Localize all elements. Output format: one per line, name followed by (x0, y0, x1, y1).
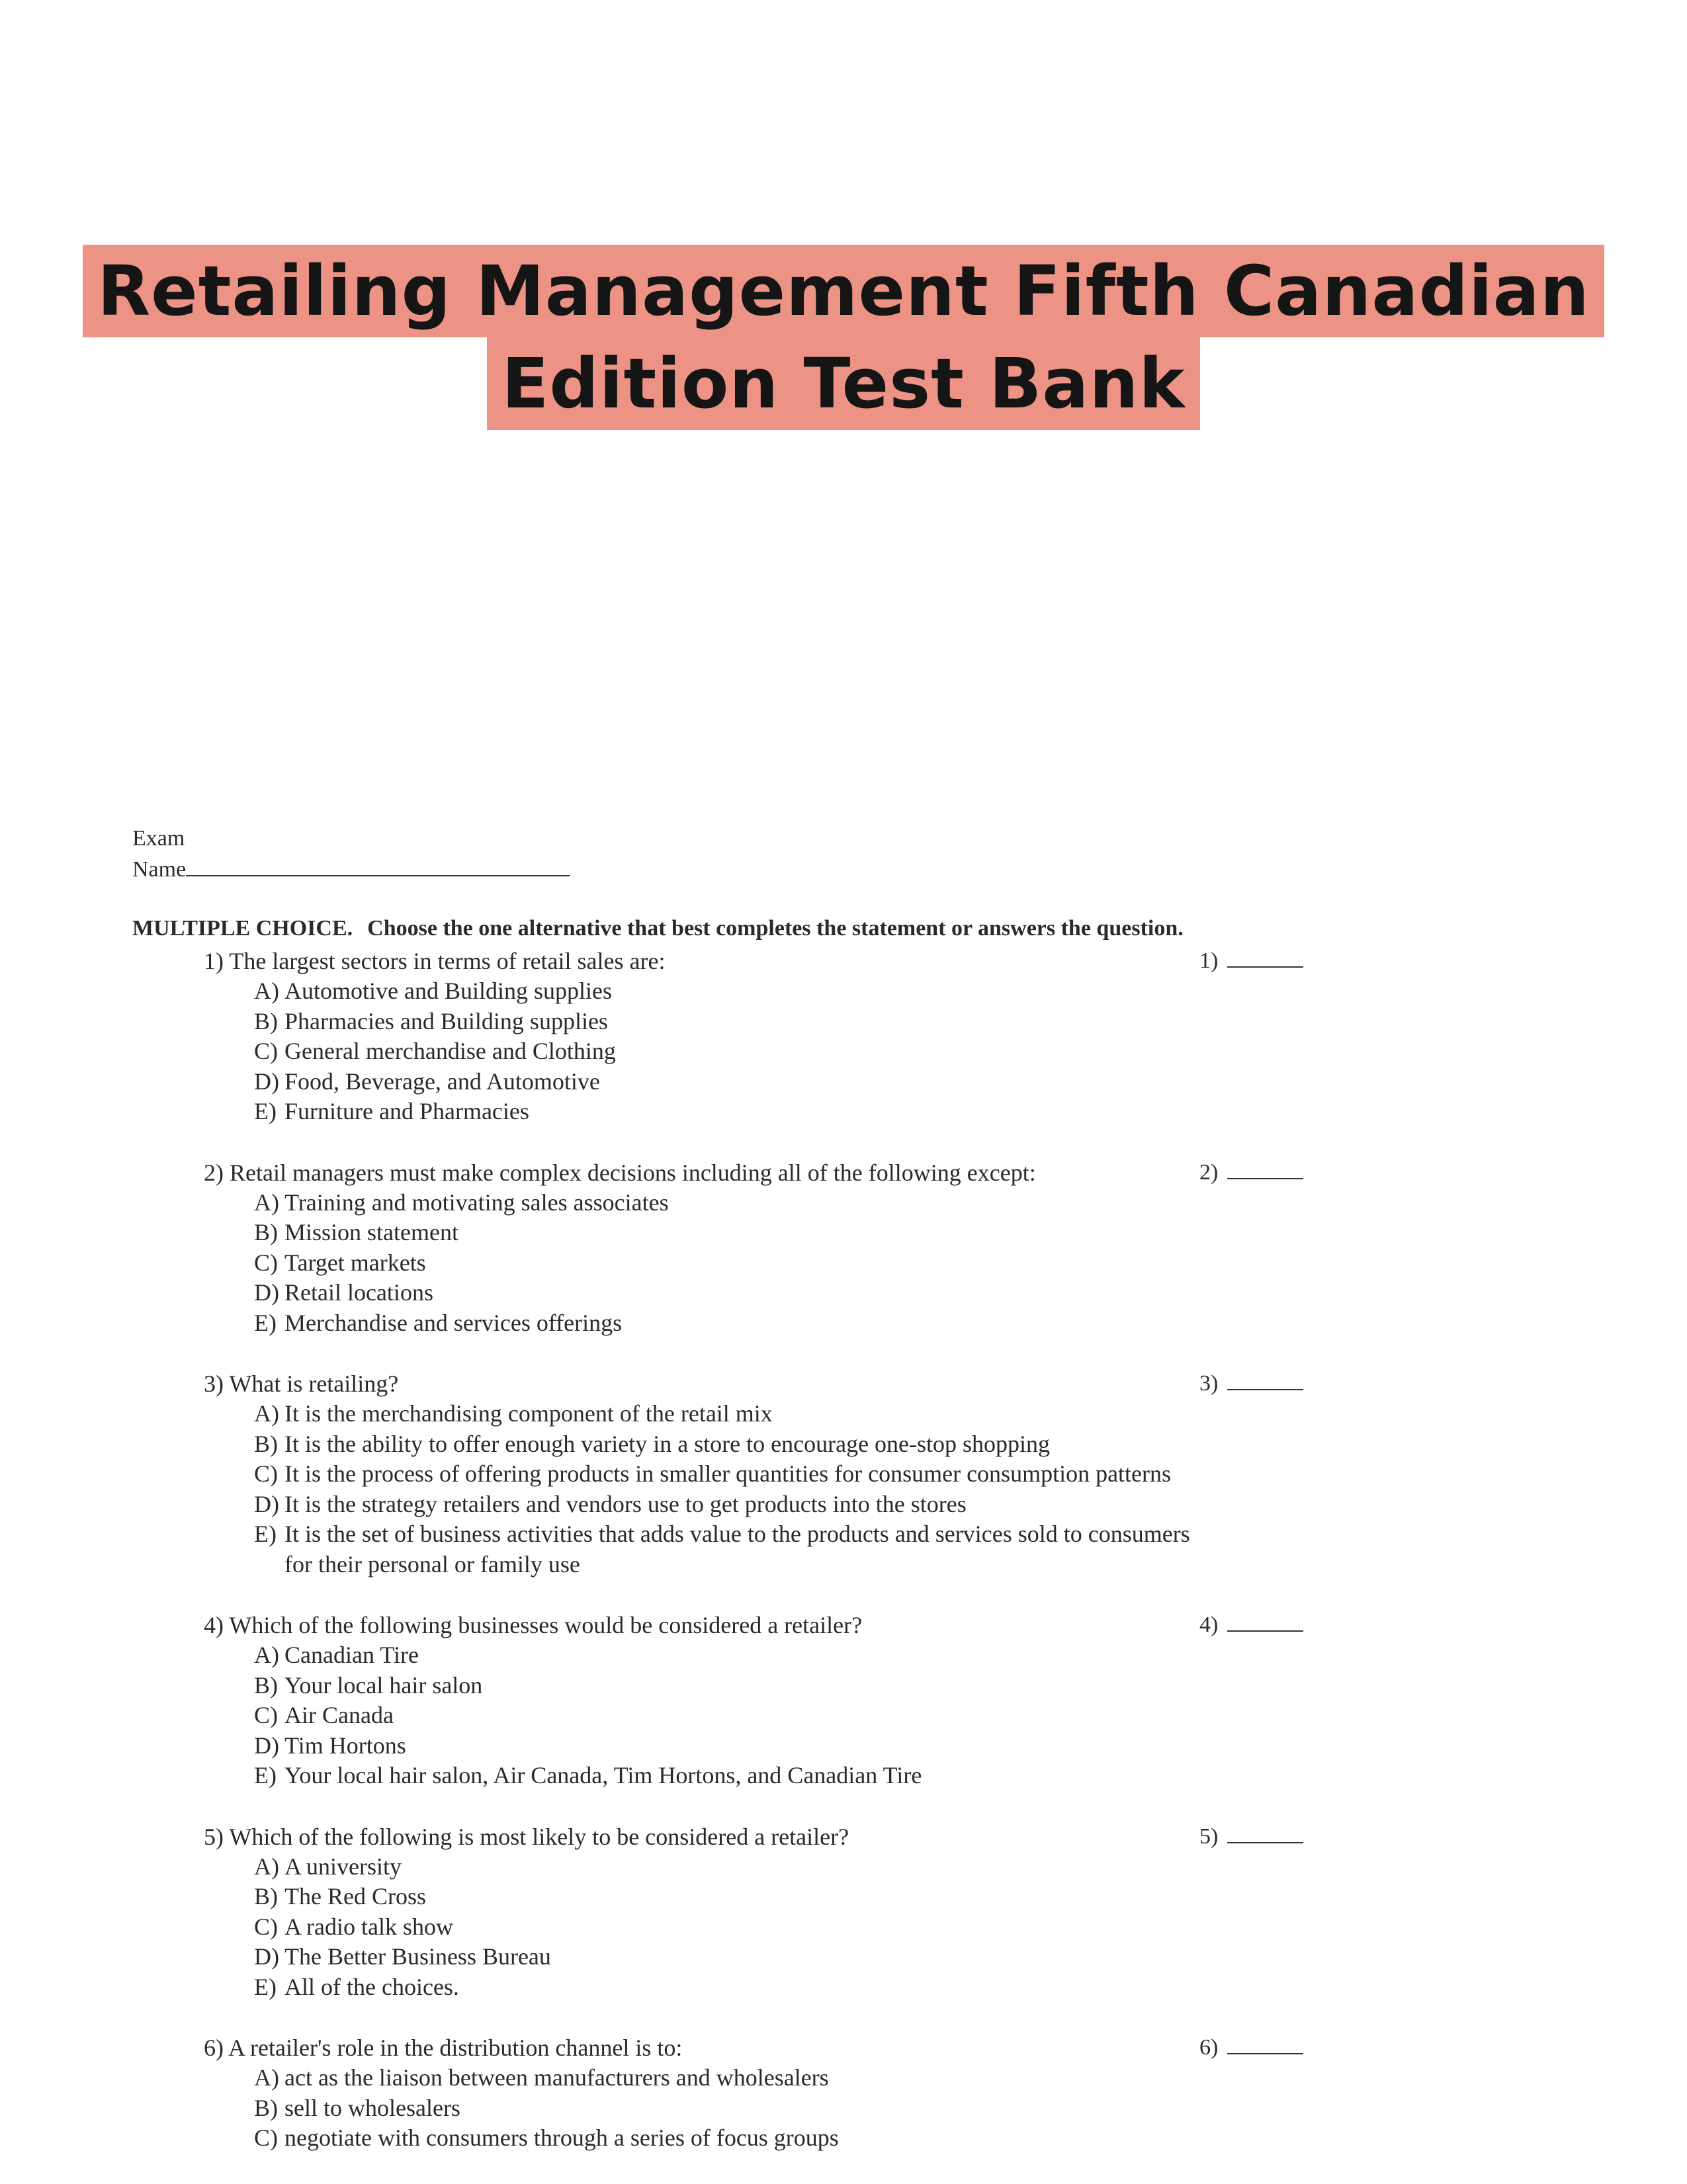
exam-header (132, 823, 570, 885)
option-letter: B) (254, 2094, 278, 2121)
question-stem (204, 1610, 1328, 1640)
options-list (254, 2063, 1328, 2154)
answer-blank (1199, 1822, 1303, 1852)
answer-blank (1199, 1610, 1303, 1640)
option-text: Canadian Tire (284, 1642, 419, 1668)
option-row (254, 1188, 1328, 1218)
option-row (254, 1429, 1328, 1460)
option-text: It is the strategy retailers and vendors use to get products into the stores (284, 1490, 967, 1517)
option-row (254, 1097, 1328, 1127)
answer-line (1227, 1158, 1303, 1179)
option-text: sell to wholesalers (284, 2094, 460, 2121)
option-letter: D) (254, 1490, 279, 1517)
option-letter: C) (254, 1460, 278, 1487)
option-letter: E) (254, 1973, 277, 2000)
option-letter: A) (254, 978, 279, 1004)
option-letter: E) (254, 1309, 277, 1336)
option-letter: B) (254, 1219, 278, 1245)
option-text: negotiate with consumers through a series of focus groups (284, 2124, 839, 2151)
option-text: Target markets (284, 1249, 426, 1276)
option-text: Furniture and Pharmacies (284, 1098, 529, 1124)
answer-blank (1199, 946, 1303, 976)
answer-number: 1) (1199, 948, 1219, 973)
answer-number: 4) (1199, 1613, 1219, 1637)
option-text: Pharmacies and Building supplies (284, 1007, 608, 1034)
answer-line (1227, 946, 1303, 968)
option-letter: B) (254, 1671, 278, 1699)
option-row (254, 1731, 1328, 1761)
option-text: act as the liaison between manufacturers and wholesalers (284, 2064, 829, 2091)
name-field-line (186, 854, 570, 876)
option-letter: B) (254, 1430, 278, 1457)
question-text: Retail managers must make complex decisions including all of the following except: (230, 1159, 1036, 1186)
option-row (254, 2093, 1328, 2124)
name-label: Name (132, 857, 187, 882)
option-text: Mission statement (284, 1219, 458, 1245)
option-row (254, 1671, 1328, 1701)
option-row (254, 1852, 1328, 1882)
options-list (254, 1852, 1328, 2003)
option-text: A radio talk show (284, 1913, 453, 1940)
answer-blank (1199, 2033, 1303, 2063)
option-letter: C) (254, 1038, 278, 1064)
question-number: 5) (204, 1823, 224, 1850)
question-3 (204, 1368, 1328, 1579)
answer-line (1227, 2033, 1303, 2054)
instructions (132, 916, 1184, 941)
question-5 (204, 1822, 1328, 2003)
question-number: 2) (204, 1159, 224, 1186)
question-stem (204, 2033, 1328, 2063)
question-text: Which of the following is most likely to be considered a retailer? (229, 1823, 849, 1850)
option-row (254, 1007, 1328, 1037)
option-row (254, 1036, 1328, 1067)
option-text: The Better Business Bureau (284, 1943, 551, 1970)
option-letter: B) (254, 1883, 278, 1910)
question-stem (204, 1157, 1328, 1188)
options-list (254, 1188, 1328, 1339)
option-letter: A) (254, 1400, 279, 1427)
question-number: 6) (204, 2035, 224, 2061)
answer-blank (1199, 1157, 1303, 1188)
question-number: 4) (204, 1612, 224, 1638)
question-4 (204, 1610, 1328, 1791)
option-text: It is the set of business activities that adds value to the products and services sold to consumers for their personal or family use (284, 1521, 1190, 1577)
question-stem (204, 1822, 1328, 1852)
option-text: Air Canada (284, 1702, 394, 1728)
option-text: Food, Beverage, and Automotive (284, 1068, 600, 1095)
option-letter: A) (254, 1642, 279, 1668)
option-row (254, 976, 1328, 1007)
option-row (254, 1972, 1328, 2003)
option-row (254, 2123, 1328, 2154)
option-row (254, 1490, 1328, 1520)
option-text: Tim Hortons (284, 1732, 406, 1759)
question-stem (204, 1368, 1328, 1399)
question-6 (204, 2033, 1328, 2154)
title-line-2: Edition Test Bank (487, 337, 1199, 430)
answer-number: 2) (1199, 1159, 1219, 1185)
option-row (254, 1640, 1328, 1671)
options-list (254, 976, 1328, 1127)
option-text: Your local hair salon, Air Canada, Tim Hortons, and Canadian Tire (284, 1762, 922, 1788)
option-row (254, 1459, 1328, 1490)
question-number: 1) (204, 948, 224, 974)
option-row (254, 1761, 1328, 1791)
question-text: Which of the following businesses would be considered a retailer? (229, 1612, 863, 1638)
answer-line (1227, 1369, 1303, 1390)
option-row (254, 1218, 1328, 1248)
option-text: Your local hair salon (284, 1671, 483, 1699)
option-letter: E) (254, 1098, 277, 1124)
question-2 (204, 1157, 1328, 1339)
question-1 (204, 946, 1328, 1127)
question-text: The largest sectors in terms of retail sales are: (229, 948, 666, 974)
option-letter: A) (254, 1189, 279, 1216)
option-text: The Red Cross (284, 1883, 426, 1910)
option-row (254, 1067, 1328, 1097)
answer-number: 6) (1199, 2035, 1219, 2060)
option-text: Retail locations (284, 1279, 433, 1306)
options-list (254, 1640, 1328, 1791)
name-row (132, 854, 570, 885)
option-letter: B) (254, 1007, 278, 1034)
option-letter: A) (254, 2064, 279, 2091)
option-text: Merchandise and services offerings (284, 1309, 623, 1336)
option-row (254, 2063, 1328, 2093)
section-label: MULTIPLE CHOICE. (132, 916, 353, 941)
option-text: A university (284, 1853, 402, 1880)
answer-blank (1199, 1368, 1303, 1399)
option-text: General merchandise and Clothing (284, 1038, 616, 1064)
option-text: Training and motivating sales associates (284, 1189, 669, 1216)
options-list (254, 1399, 1328, 1579)
answer-line (1227, 1611, 1303, 1632)
option-row (254, 1701, 1328, 1731)
option-text: Automotive and Building supplies (284, 978, 612, 1004)
option-letter: D) (254, 1279, 279, 1306)
title-line-1: Retailing Management Fifth Canadian (83, 245, 1604, 337)
option-letter: E) (254, 1762, 277, 1788)
option-row (254, 1308, 1328, 1339)
option-row (254, 1278, 1328, 1308)
option-text: All of the choices. (284, 1973, 459, 2000)
question-text: What is retailing? (229, 1370, 399, 1397)
question-text: A retailer's role in the distribution channel is to: (228, 2035, 683, 2061)
option-row (254, 1912, 1328, 1943)
option-row (254, 1942, 1328, 1972)
instructions-text: Choose the one alternative that best completes the statement or answers the question. (367, 916, 1184, 941)
exam-label: Exam (132, 826, 185, 851)
answer-line (1227, 1822, 1303, 1843)
option-row (254, 1248, 1328, 1279)
option-letter: C) (254, 2124, 278, 2151)
option-letter: D) (254, 1943, 279, 1970)
option-row (254, 1399, 1328, 1429)
option-letter: C) (254, 1913, 278, 1940)
option-letter: D) (254, 1068, 279, 1095)
question-number: 3) (204, 1370, 224, 1397)
option-row (254, 1519, 1328, 1579)
option-letter: C) (254, 1249, 278, 1276)
option-letter: C) (254, 1702, 278, 1728)
option-text: It is the merchandising component of the retail mix (284, 1400, 773, 1427)
title-banner (0, 245, 1687, 430)
question-stem (204, 946, 1328, 976)
question-list (204, 946, 1328, 2184)
option-letter: A) (254, 1853, 279, 1880)
option-letter: E) (254, 1521, 277, 1547)
answer-number: 3) (1199, 1371, 1219, 1396)
option-row (254, 1882, 1328, 1912)
answer-number: 5) (1199, 1824, 1219, 1849)
option-letter: D) (254, 1732, 279, 1759)
option-text: It is the process of offering products in smaller quantities for consumer consumption patterns (284, 1460, 1172, 1487)
option-text: It is the ability to offer enough variety in a store to encourage one-stop shopping (284, 1430, 1051, 1457)
